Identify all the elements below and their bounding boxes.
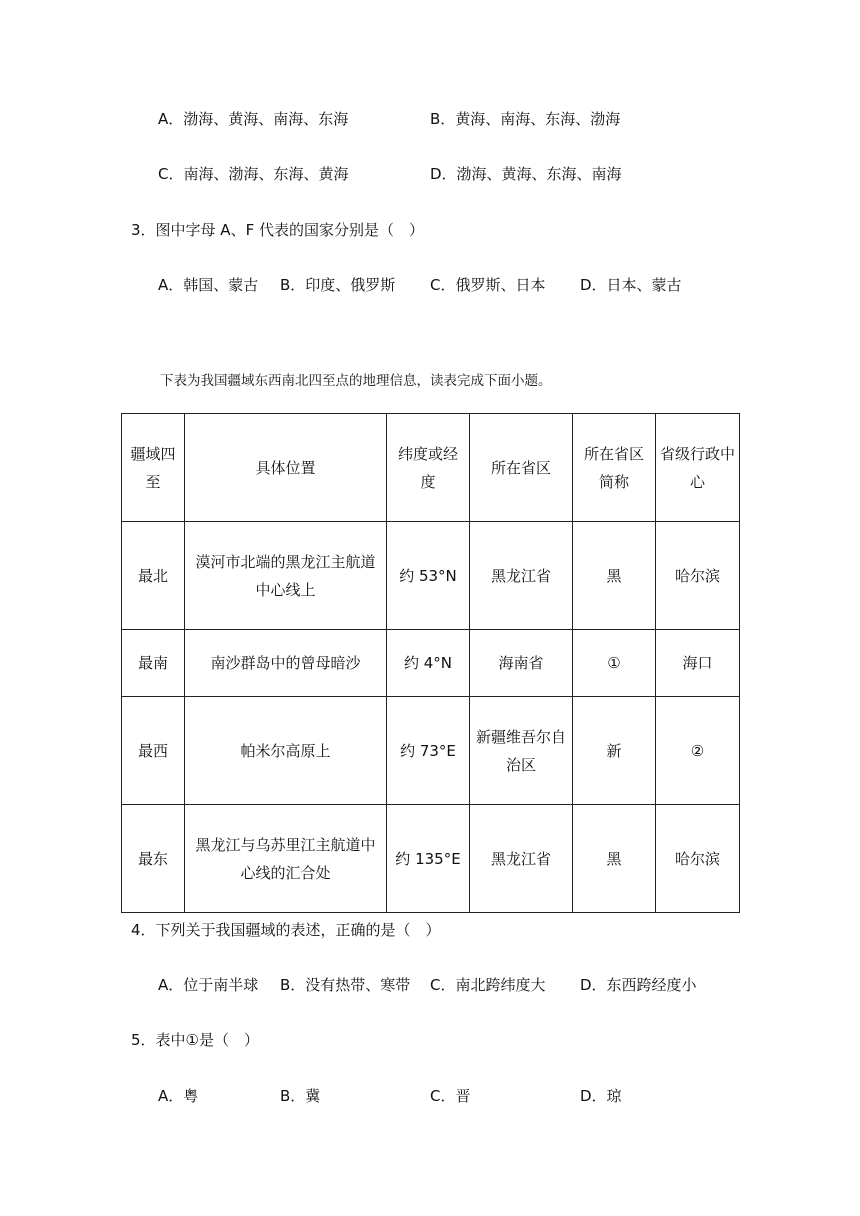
table-cell: 黑 (573, 522, 656, 630)
q4-option-b: B．没有热带、寒带 (280, 976, 411, 994)
q4-option-d: D．东西跨经度小 (580, 976, 697, 994)
table-cell: 最东 (122, 805, 185, 913)
q3-option-b: B．印度、俄罗斯 (280, 276, 396, 294)
table-cell: 新疆维吾尔自治区 (470, 697, 573, 805)
q5-option-a: A．粤 (158, 1087, 199, 1105)
table-cell: 黑龙江省 (470, 805, 573, 913)
table-cell: ② (656, 697, 740, 805)
table-header-cell: 具体位置 (185, 414, 387, 522)
q3-option-d: D．日本、蒙古 (580, 276, 682, 294)
table-cell: 黑龙江省 (470, 522, 573, 630)
table-cell: 约 135°E (387, 805, 470, 913)
q5-stem: 5．表中①是（ ） (131, 1031, 259, 1049)
table-header-cell: 纬度或经度 (387, 414, 470, 522)
q4-option-a: A．位于南半球 (158, 976, 259, 994)
table-row (122, 522, 740, 630)
table-cell: 漠河市北端的黑龙江主航道中心线上 (185, 522, 387, 630)
q4-stem: 4．下列关于我国疆域的表述，正确的是（ ） (131, 921, 441, 939)
table-cell: 哈尔滨 (656, 805, 740, 913)
table-cell: 最西 (122, 697, 185, 805)
territory-extremes-table (121, 413, 740, 913)
q2-option-b: B．黄海、南海、东海、渤海 (430, 110, 621, 128)
q3-stem: 3．图中字母 A、F 代表的国家分别是（ ） (131, 221, 424, 239)
table-header-cell: 所在省区 (470, 414, 573, 522)
table-cell: 黑 (573, 805, 656, 913)
q3-option-c: C．俄罗斯、日本 (430, 276, 546, 294)
table-row (122, 630, 740, 697)
table-header-cell: 所在省区简称 (573, 414, 656, 522)
q5-option-d: D．琼 (580, 1087, 622, 1105)
table-cell: 约 73°E (387, 697, 470, 805)
q4-option-c: C．南北跨纬度大 (430, 976, 546, 994)
table-header-row (122, 414, 740, 522)
q5-option-b: B．冀 (280, 1087, 321, 1105)
q5-option-c: C．晋 (430, 1087, 471, 1105)
table-row (122, 697, 740, 805)
q2-option-c: C．南海、渤海、东海、黄海 (158, 165, 349, 183)
q3-option-a: A．韩国、蒙古 (158, 276, 259, 294)
table-cell: 南沙群岛中的曾母暗沙 (185, 630, 387, 697)
table-cell: 最北 (122, 522, 185, 630)
table-header-cell: 疆域四至 (122, 414, 185, 522)
table-row (122, 805, 740, 913)
table-cell: 哈尔滨 (656, 522, 740, 630)
table-cell: 约 53°N (387, 522, 470, 630)
q2-option-d: D．渤海、黄海、东海、南海 (430, 165, 622, 183)
table-cell: ① (573, 630, 656, 697)
table-cell: 帕米尔高原上 (185, 697, 387, 805)
table-cell: 海口 (656, 630, 740, 697)
table-cell: 最南 (122, 630, 185, 697)
table-cell: 海南省 (470, 630, 573, 697)
table-cell: 约 4°N (387, 630, 470, 697)
table-header-cell: 省级行政中心 (656, 414, 740, 522)
table-intro: 下表为我国疆域东西南北四至点的地理信息，读表完成下面小题。 (160, 373, 552, 389)
q2-option-a: A．渤海、黄海、南海、东海 (158, 110, 349, 128)
table-cell: 黑龙江与乌苏里江主航道中心线的汇合处 (185, 805, 387, 913)
table-cell: 新 (573, 697, 656, 805)
